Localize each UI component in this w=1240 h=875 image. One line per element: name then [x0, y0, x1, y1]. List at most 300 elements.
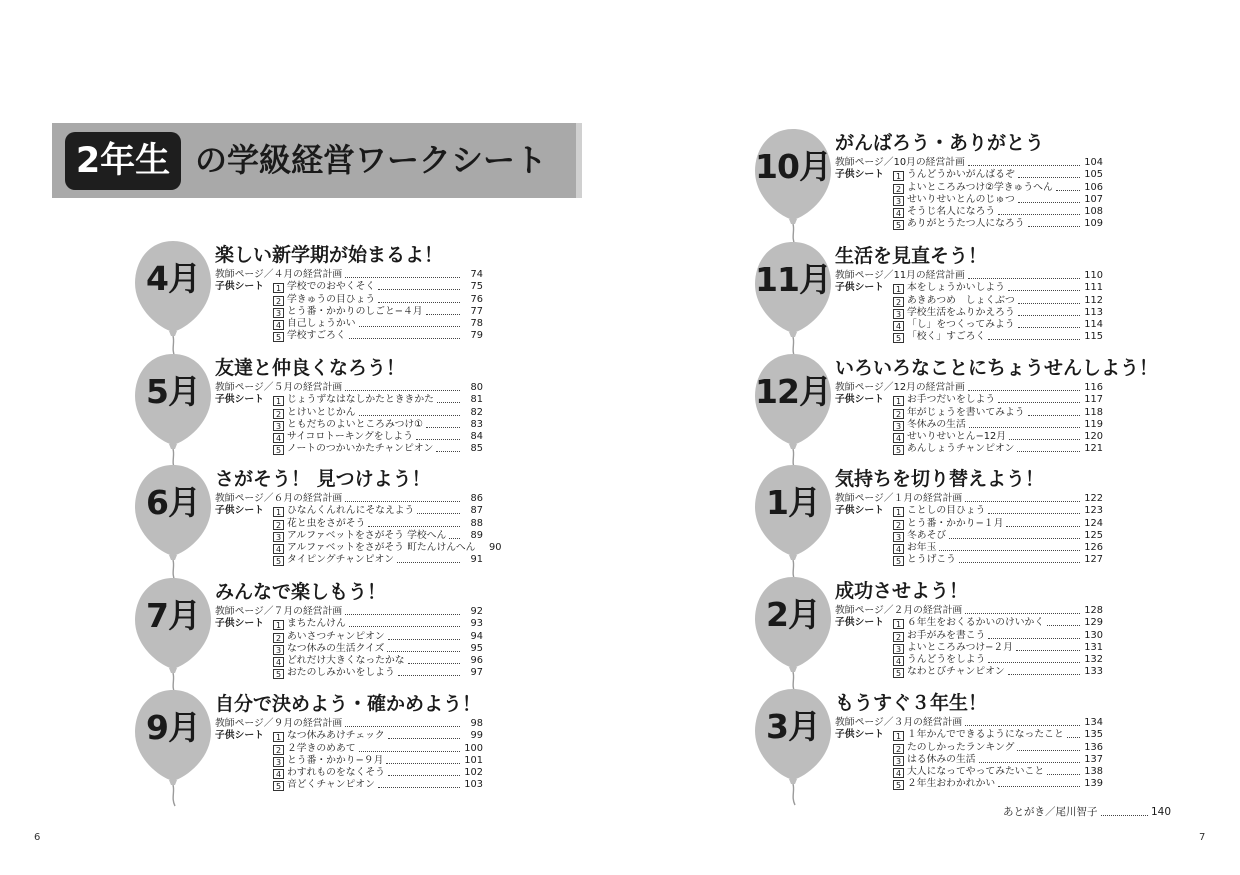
dot-leader: [968, 277, 1080, 279]
page-number: 82: [470, 406, 483, 418]
balloon-icon: [751, 125, 835, 249]
sheet-entry-text: うんどうをしよう: [907, 653, 986, 665]
month-section: [131, 243, 511, 353]
dot-leader: [368, 525, 460, 527]
toc-row-sheet[interactable]: [835, 666, 1103, 678]
teacher-entry-text: 10月の経営計画: [893, 157, 965, 169]
sheet-entry-text: 年がじょうを書いてみよう: [907, 406, 1025, 418]
page-number: 124: [1084, 517, 1103, 529]
month-title: いろいろなことにちょうせんしよう！: [835, 357, 1159, 379]
sheet-label: 子供シート: [835, 729, 884, 741]
item-number-badge: 5: [893, 780, 904, 790]
page-number: 139: [1084, 778, 1103, 790]
page-number: 107: [1084, 193, 1103, 205]
item-number-badge: 3: [273, 532, 284, 542]
toc-row-sheet[interactable]: [215, 655, 483, 667]
toc-row-sheet[interactable]: [835, 319, 1103, 331]
toc-list: [215, 382, 483, 455]
sheet-entry-text: 「校く」すごろく: [907, 331, 986, 343]
toc-row-sheet[interactable]: [835, 766, 1103, 778]
sheet-label: 子供シート: [215, 394, 264, 406]
item-number-badge: 3: [273, 645, 284, 655]
toc-row-sheet[interactable]: [215, 767, 483, 779]
month-label: 3月: [766, 707, 820, 746]
toc-row-sheet[interactable]: [835, 331, 1103, 343]
page-number: 130: [1084, 629, 1103, 641]
page-number: 98: [470, 718, 483, 730]
sheet-label: 子供シート: [835, 282, 884, 294]
item-number-badge: 3: [273, 757, 284, 767]
afterword-entry[interactable]: [1003, 806, 1171, 819]
sheet-entry-text: ともだちのよいところみつけ①: [287, 418, 423, 430]
sheet-entry-text: わすれものをなくそう: [287, 766, 385, 778]
item-number-badge: 2: [893, 520, 904, 530]
page-number: 132: [1084, 653, 1103, 665]
dot-leader: [349, 337, 460, 339]
item-number-badge: 3: [893, 756, 904, 766]
page-number: 94: [470, 630, 483, 642]
toc-row-teacher[interactable]: [835, 605, 1103, 617]
page-number: 114: [1084, 318, 1103, 330]
page-number: 117: [1084, 394, 1103, 406]
item-number-badge: 2: [273, 296, 284, 306]
balloon-icon: [751, 350, 835, 474]
item-number-badge: 5: [893, 333, 904, 343]
toc-row-sheet[interactable]: [215, 730, 483, 742]
item-number-badge: 5: [893, 668, 904, 678]
toc-row-sheet[interactable]: [215, 742, 483, 754]
sheet-entry-text: アルファベットをさがそう 町たんけんへん: [287, 541, 476, 553]
page-number: 88: [470, 517, 483, 529]
sheet-entry-text: まちたんけん: [287, 618, 346, 630]
month-section: [751, 691, 1131, 801]
page-number: 87: [470, 505, 483, 517]
page-number: 123: [1084, 505, 1103, 517]
toc-row-sheet[interactable]: [835, 530, 1103, 542]
grade-badge: 2年生: [65, 132, 181, 190]
dot-leader: [436, 450, 460, 452]
sheet-label: 子供シート: [835, 505, 884, 517]
item-number-badge: 2: [893, 297, 904, 307]
dot-leader: [988, 512, 1080, 514]
month-section: [131, 467, 511, 577]
sheet-entry-text: ６年生をおくるかいのけいかく: [907, 617, 1045, 629]
toc-row-sheet[interactable]: [835, 394, 1103, 406]
toc-row-sheet[interactable]: [835, 181, 1103, 193]
toc-list: [835, 605, 1103, 678]
teacher-entry-text: ６月の経営計画: [273, 493, 343, 505]
month-title: 気持ちを切り替えよう！: [835, 468, 1045, 490]
page-number: 81: [470, 394, 483, 406]
item-number-badge: 4: [893, 768, 904, 778]
page-number: 135: [1084, 729, 1103, 741]
teacher-label: 教師ページ／: [835, 157, 894, 169]
sheet-entry-text: うんどうかいがんばるぞ: [907, 169, 1015, 181]
sheet-entry-text: なつ休みの生活クイズ: [287, 642, 385, 654]
toc-row-sheet[interactable]: [215, 618, 483, 630]
page-number: 113: [1084, 306, 1103, 318]
page-number: 100: [464, 742, 483, 754]
page-number: 75: [470, 281, 483, 293]
dot-leader: [1009, 438, 1080, 440]
page-number: 90: [489, 541, 502, 553]
toc-list: [835, 270, 1103, 343]
sheet-label: 子供シート: [835, 394, 884, 406]
sheet-entry-text: ノートのつかいかたチャンピオン: [287, 443, 434, 455]
dot-leader: [449, 537, 460, 539]
page-number: 118: [1084, 406, 1103, 418]
toc-row-sheet[interactable]: [835, 169, 1103, 181]
toc-row-sheet[interactable]: [835, 778, 1103, 790]
toc-row-sheet[interactable]: [835, 505, 1103, 517]
dot-leader: [949, 537, 1080, 539]
dot-leader: [388, 737, 460, 739]
dot-leader: [1016, 649, 1080, 651]
dot-leader: [969, 426, 1080, 428]
item-number-badge: 3: [273, 308, 284, 318]
toc-row-sheet[interactable]: [835, 642, 1103, 654]
sheet-entry-text: お手つだいをしよう: [907, 394, 996, 406]
toc-row-sheet[interactable]: [215, 667, 483, 679]
dot-leader: [359, 750, 460, 752]
toc-row-sheet[interactable]: [215, 406, 483, 418]
toc-row-sheet[interactable]: [835, 729, 1103, 741]
toc-row-teacher[interactable]: [215, 718, 483, 730]
toc-row-sheet[interactable]: [215, 306, 483, 318]
toc-row-sheet[interactable]: [215, 630, 483, 642]
toc-row-sheet[interactable]: [835, 754, 1103, 766]
sheet-entry-text: 冬あそび: [907, 529, 947, 541]
toc-row-sheet[interactable]: [835, 629, 1103, 641]
toc-row-sheet[interactable]: [215, 530, 483, 542]
month-title: みんなで楽しもう！: [215, 581, 387, 603]
dot-leader: [378, 786, 460, 788]
dot-leader: [1056, 189, 1080, 191]
month-section: [751, 244, 1131, 354]
teacher-entry-text: ９月の経営計画: [273, 718, 343, 730]
sheet-entry-text: なつ休みあけチェック: [287, 730, 385, 742]
page-number-right: 7: [1199, 832, 1206, 843]
toc-row-sheet[interactable]: [835, 294, 1103, 306]
dot-leader: [345, 389, 460, 391]
sheet-entry-text: ありがとうたつ人になろう: [907, 218, 1025, 230]
sheet-entry-text: そうじ名人になろう: [907, 205, 996, 217]
toc-row-sheet[interactable]: [215, 293, 483, 305]
month-label: 7月: [146, 596, 200, 635]
dot-leader: [1017, 749, 1080, 751]
month-label: 11月: [755, 260, 831, 299]
dot-leader: [437, 401, 460, 403]
dot-leader: [417, 512, 460, 514]
month-title: 成功させよう！: [835, 580, 969, 602]
sheet-entry-text: 学校生活をふりかえろう: [907, 306, 1015, 318]
page-number: 78: [470, 317, 483, 329]
page-number: 86: [470, 493, 483, 505]
page-number: 104: [1084, 157, 1103, 169]
dot-leader: [1101, 814, 1148, 816]
sheet-entry-text: よいところみつけ−２月: [907, 641, 1013, 653]
sheet-entry-text: 大人になってやってみたいこと: [907, 765, 1045, 777]
toc-list: [835, 493, 1103, 566]
toc-row-sheet[interactable]: [835, 406, 1103, 418]
balloon-icon: [131, 686, 215, 810]
toc-row-sheet[interactable]: [215, 431, 483, 443]
sheet-entry-text: あいさつチャンピオン: [287, 630, 385, 642]
toc-row-sheet[interactable]: [215, 505, 483, 517]
month-label: 9月: [146, 708, 200, 747]
month-label: 1月: [766, 483, 820, 522]
toc-row-sheet[interactable]: [835, 419, 1103, 431]
item-number-badge: 1: [893, 396, 904, 406]
toc-row-sheet[interactable]: [215, 330, 483, 342]
item-number-badge: 5: [273, 445, 284, 455]
sheet-entry-text: 本をしょうかいしよう: [907, 282, 1005, 294]
dot-leader: [397, 561, 460, 563]
dot-leader: [1018, 302, 1080, 304]
dot-leader: [998, 401, 1080, 403]
teacher-entry-text: ５月の経営計画: [273, 382, 343, 394]
page-number: 101: [464, 754, 483, 766]
page-number: 95: [470, 642, 483, 654]
sheet-entry-text: ２年生おわかれかい: [907, 778, 996, 790]
dot-leader: [988, 661, 1080, 663]
toc-row-sheet[interactable]: [835, 194, 1103, 206]
item-number-badge: 2: [273, 520, 284, 530]
sheet-entry-text: あきあつめ しょくぶつ: [907, 294, 1015, 306]
page-number: 128: [1084, 605, 1103, 617]
dot-leader: [965, 724, 1080, 726]
page-number: 92: [470, 606, 483, 618]
item-number-badge: 4: [273, 320, 284, 330]
item-number-badge: 5: [273, 781, 284, 791]
page-number: 109: [1084, 218, 1103, 230]
sheet-entry-text: 冬休みの生活: [907, 418, 966, 430]
sheet-entry-text: 学きゅうの目ひょう: [287, 293, 376, 305]
toc-row-sheet[interactable]: [835, 654, 1103, 666]
dot-leader: [1047, 624, 1080, 626]
month-section: [751, 467, 1131, 577]
toc-row-sheet[interactable]: [215, 554, 483, 566]
month-section: [131, 692, 511, 802]
sheet-entry-text: はる休みの生活: [907, 753, 976, 765]
item-number-badge: 1: [893, 731, 904, 741]
toc-row-teacher[interactable]: [835, 157, 1103, 169]
toc-row-teacher[interactable]: [835, 493, 1103, 505]
teacher-label: 教師ページ／: [835, 382, 894, 394]
item-number-badge: 4: [893, 656, 904, 666]
toc-row-sheet[interactable]: [835, 218, 1103, 230]
toc-row-teacher[interactable]: [215, 382, 483, 394]
item-number-badge: 1: [273, 283, 284, 293]
month-section: [131, 356, 511, 466]
sheet-entry-text: せいりせいとん−12月: [907, 430, 1007, 442]
page-number: 103: [464, 779, 483, 791]
toc-row-sheet[interactable]: [835, 206, 1103, 218]
dot-leader: [386, 762, 460, 764]
toc-row-sheet[interactable]: [215, 443, 483, 455]
page-number: 129: [1084, 617, 1103, 629]
toc-row-sheet[interactable]: [835, 517, 1103, 529]
sheet-entry-text: サイコロトーキングをしよう: [287, 430, 413, 442]
teacher-label: 教師ページ／: [215, 606, 274, 618]
dot-leader: [979, 761, 1080, 763]
dot-leader: [345, 276, 460, 278]
toc-row-sheet[interactable]: [215, 755, 483, 767]
toc-row-sheet[interactable]: [835, 443, 1103, 455]
item-number-badge: 1: [893, 619, 904, 629]
toc-row-sheet[interactable]: [215, 779, 483, 791]
toc-row-teacher[interactable]: [835, 717, 1103, 729]
sheet-entry-text: 学校すごろく: [287, 330, 346, 342]
header-banner: [52, 123, 582, 198]
sheet-entry-text: 花と虫をさがそう: [287, 517, 366, 529]
teacher-entry-text: ７月の経営計画: [273, 606, 343, 618]
sheet-entry-text: じょうずなはなしかたとききかた: [287, 394, 434, 406]
sheet-entry-text: １年かんでできるようになったこと: [907, 729, 1064, 741]
sheet-entry-text: 「し」をつくってみよう: [907, 318, 1015, 330]
teacher-label: 教師ページ／: [835, 717, 894, 729]
page-number: 126: [1084, 541, 1103, 553]
toc-row-sheet[interactable]: [215, 281, 483, 293]
balloon-icon: [751, 238, 835, 362]
dot-leader: [1018, 201, 1080, 203]
month-label: 4月: [146, 259, 200, 298]
dot-leader: [1028, 225, 1080, 227]
dot-leader: [408, 662, 460, 664]
toc-row-teacher[interactable]: [835, 270, 1103, 282]
item-number-badge: 5: [273, 669, 284, 679]
item-number-badge: 4: [273, 657, 284, 667]
toc-row-sheet[interactable]: [215, 419, 483, 431]
toc-list: [215, 493, 502, 567]
toc-list: [835, 157, 1103, 230]
month-label: 2月: [766, 595, 820, 634]
toc-row-sheet[interactable]: [215, 517, 483, 529]
sheet-label: 子供シート: [215, 505, 264, 517]
sheet-entry-text: お手がみを書こう: [907, 629, 986, 641]
toc-row-sheet[interactable]: [835, 307, 1103, 319]
toc-row-sheet[interactable]: [215, 643, 483, 655]
page-number: 122: [1084, 493, 1103, 505]
dot-leader: [398, 674, 460, 676]
balloon-icon: [131, 237, 215, 361]
month-title: 生活を見直そう！: [835, 245, 988, 267]
toc-list: [835, 717, 1103, 790]
page-number: 119: [1084, 418, 1103, 430]
page-number: 89: [470, 529, 483, 541]
afterword-label: あとがき／尾川智子: [1003, 806, 1098, 818]
month-section: [751, 356, 1159, 466]
page-number: 96: [470, 654, 483, 666]
dot-leader: [1047, 773, 1080, 775]
dot-leader: [1018, 176, 1080, 178]
sheet-entry-text: とう番・かかり−９月: [287, 754, 384, 766]
dot-leader: [939, 549, 1080, 551]
dot-leader: [345, 613, 460, 615]
page-number: 116: [1084, 382, 1103, 394]
sheet-label: 子供シート: [835, 169, 884, 181]
toc-row-sheet[interactable]: [835, 617, 1103, 629]
sheet-entry-text: とう番・かかりのしごと−４月: [287, 305, 423, 317]
sheet-entry-text: ２学きのめあて: [287, 742, 356, 754]
teacher-label: 教師ページ／: [215, 493, 274, 505]
item-number-badge: 2: [273, 409, 284, 419]
item-number-badge: 5: [893, 556, 904, 566]
item-number-badge: 1: [273, 396, 284, 406]
toc-row-sheet[interactable]: [215, 394, 483, 406]
sheet-entry-text: アルファベットをさがそう 学校へん: [287, 529, 447, 541]
dot-leader: [1017, 450, 1080, 452]
toc-row-teacher[interactable]: [215, 493, 483, 505]
teacher-entry-text: 12月の経営計画: [893, 382, 965, 394]
month-title: もうすぐ３年生！: [835, 692, 988, 714]
dot-leader: [988, 637, 1080, 639]
dot-leader: [345, 725, 460, 727]
toc-row-sheet[interactable]: [215, 541, 502, 554]
toc-row-teacher[interactable]: [215, 269, 483, 281]
balloon-icon: [751, 461, 835, 585]
page-number: 111: [1084, 282, 1103, 294]
toc-row-sheet[interactable]: [215, 318, 483, 330]
sheet-entry-text: よいところみつけ②学きゅうへん: [907, 181, 1053, 193]
dot-leader: [1018, 314, 1080, 316]
item-number-badge: 5: [273, 556, 284, 566]
item-number-badge: 4: [893, 208, 904, 218]
page-number: 84: [470, 430, 483, 442]
item-number-badge: 1: [893, 284, 904, 294]
toc-row-sheet[interactable]: [835, 554, 1103, 566]
sheet-label: 子供シート: [215, 730, 264, 742]
toc-row-sheet[interactable]: [835, 741, 1103, 753]
page-number: 105: [1084, 169, 1103, 181]
item-number-badge: 4: [893, 433, 904, 443]
teacher-entry-text: 11月の経営計画: [893, 270, 965, 282]
toc-row-teacher[interactable]: [835, 382, 1103, 394]
page-number: 97: [470, 667, 483, 679]
page-number: 91: [470, 554, 483, 566]
page-number: 136: [1084, 741, 1103, 753]
toc-row-teacher[interactable]: [215, 606, 483, 618]
item-number-badge: 3: [893, 421, 904, 431]
item-number-badge: 3: [893, 196, 904, 206]
sheet-entry-text: どれだけ大きくなったかな: [287, 654, 405, 666]
item-number-badge: 2: [273, 745, 284, 755]
page-number: 108: [1084, 205, 1103, 217]
balloon-icon: [131, 461, 215, 585]
dot-leader: [345, 500, 460, 502]
toc-list: [215, 606, 483, 679]
dot-leader: [968, 389, 1080, 391]
toc-row-sheet[interactable]: [835, 282, 1103, 294]
page-number: 121: [1084, 443, 1103, 455]
page-number: 76: [470, 293, 483, 305]
balloon-icon: [751, 573, 835, 697]
item-number-badge: 4: [273, 433, 284, 443]
page-number: 80: [470, 382, 483, 394]
month-title: さがそう！ 見つけよう！: [215, 468, 431, 490]
item-number-badge: 1: [893, 171, 904, 181]
teacher-label: 教師ページ／: [835, 605, 894, 617]
page-number: 137: [1084, 753, 1103, 765]
toc-row-sheet[interactable]: [835, 431, 1103, 443]
sheet-entry-text: とけいとじかん: [287, 406, 356, 418]
dot-leader: [387, 650, 460, 652]
sheet-entry-text: 自己しょうかい: [287, 317, 356, 329]
sheet-entry-text: ことしの目ひょう: [907, 505, 986, 517]
toc-row-sheet[interactable]: [835, 542, 1103, 554]
month-section: [751, 579, 1131, 689]
item-number-badge: 2: [273, 633, 284, 643]
